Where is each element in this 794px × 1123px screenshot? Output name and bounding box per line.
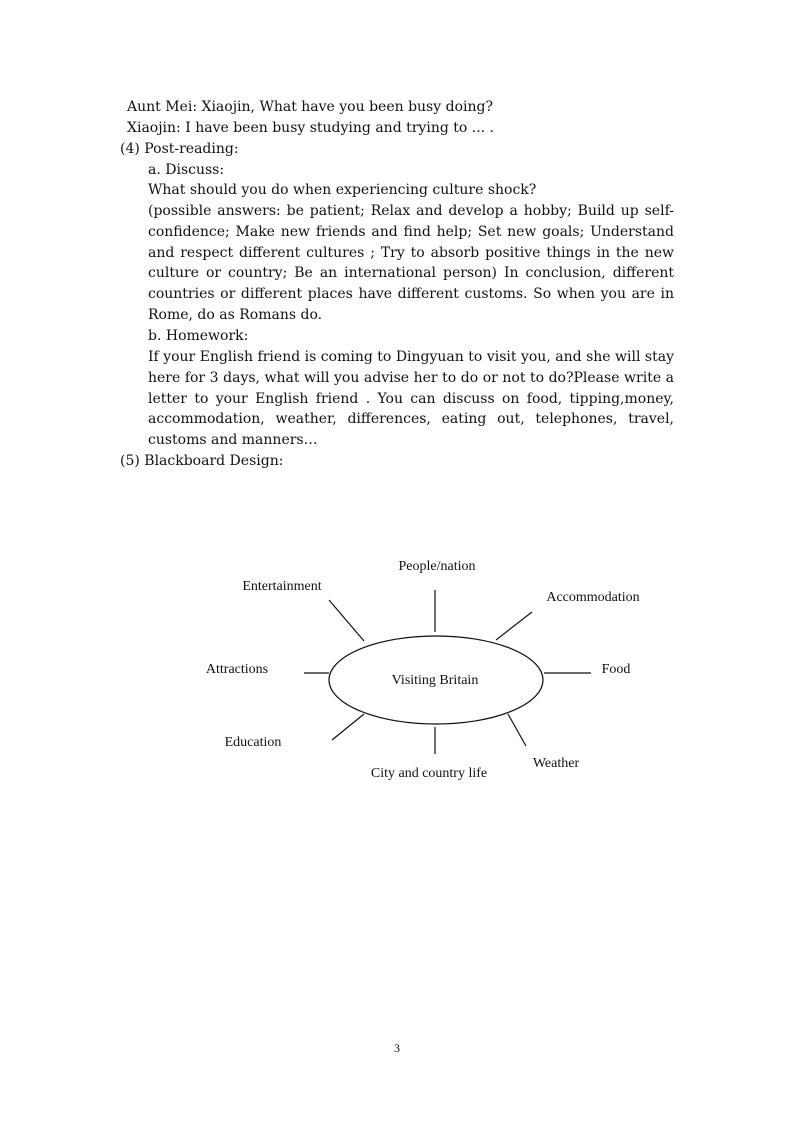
branch-line-weather — [508, 714, 526, 746]
label-attractions: Attractions — [205, 662, 269, 677]
center-label: Visiting Britain — [391, 673, 479, 688]
label-food: Food — [601, 662, 631, 677]
post-reading-heading: (4) Post-reading: — [120, 141, 239, 157]
dialogue-line-aunt-mei: Aunt Mei: Xiaojin, What have you been busy doing? — [127, 99, 493, 115]
discuss-answer-paragraph: (possible answers: be patient; Relax and develop a hobby; Build up self-confidence; Make new friends and find help; Set new goals; Understand and respect different cultures ; Try to absorb positive things in the new culture or country; Be an international person) In conclusion, different countries or different places have different customs. So when you are in Rome, do as Romans do. — [148, 203, 674, 323]
homework-label: b. Homework: — [148, 328, 249, 344]
blackboard-heading: (5) Blackboard Design: — [120, 453, 284, 469]
discuss-question: What should you do when experiencing culture shock? — [148, 182, 537, 198]
label-city-country-life: City and country life — [370, 766, 488, 781]
label-entertainment: Entertainment — [242, 579, 322, 594]
label-education: Education — [224, 735, 282, 750]
label-accommodation: Accommodation — [546, 590, 640, 605]
page-number: 3 — [394, 1041, 400, 1055]
discuss-label: a. Discuss: — [148, 162, 225, 178]
homework-paragraph: If your English friend is coming to Dingyuan to visit you, and she will stay here for 3 days, what will you advise her to do or not to do?Please write a letter to your English friend . You can discuss on food, tipping,money, accommodation, weather, differences, eating out, telephones, travel, customs and manners… — [148, 349, 674, 449]
label-weather: Weather — [532, 756, 580, 771]
branch-line-accommodation — [496, 612, 532, 640]
dialogue-line-xiaojin: Xiaojin: I have been busy studying and trying to ... . — [127, 120, 495, 136]
branch-line-entertainment — [329, 600, 364, 641]
branch-line-education — [332, 714, 364, 740]
label-people: People/nation — [398, 559, 476, 574]
